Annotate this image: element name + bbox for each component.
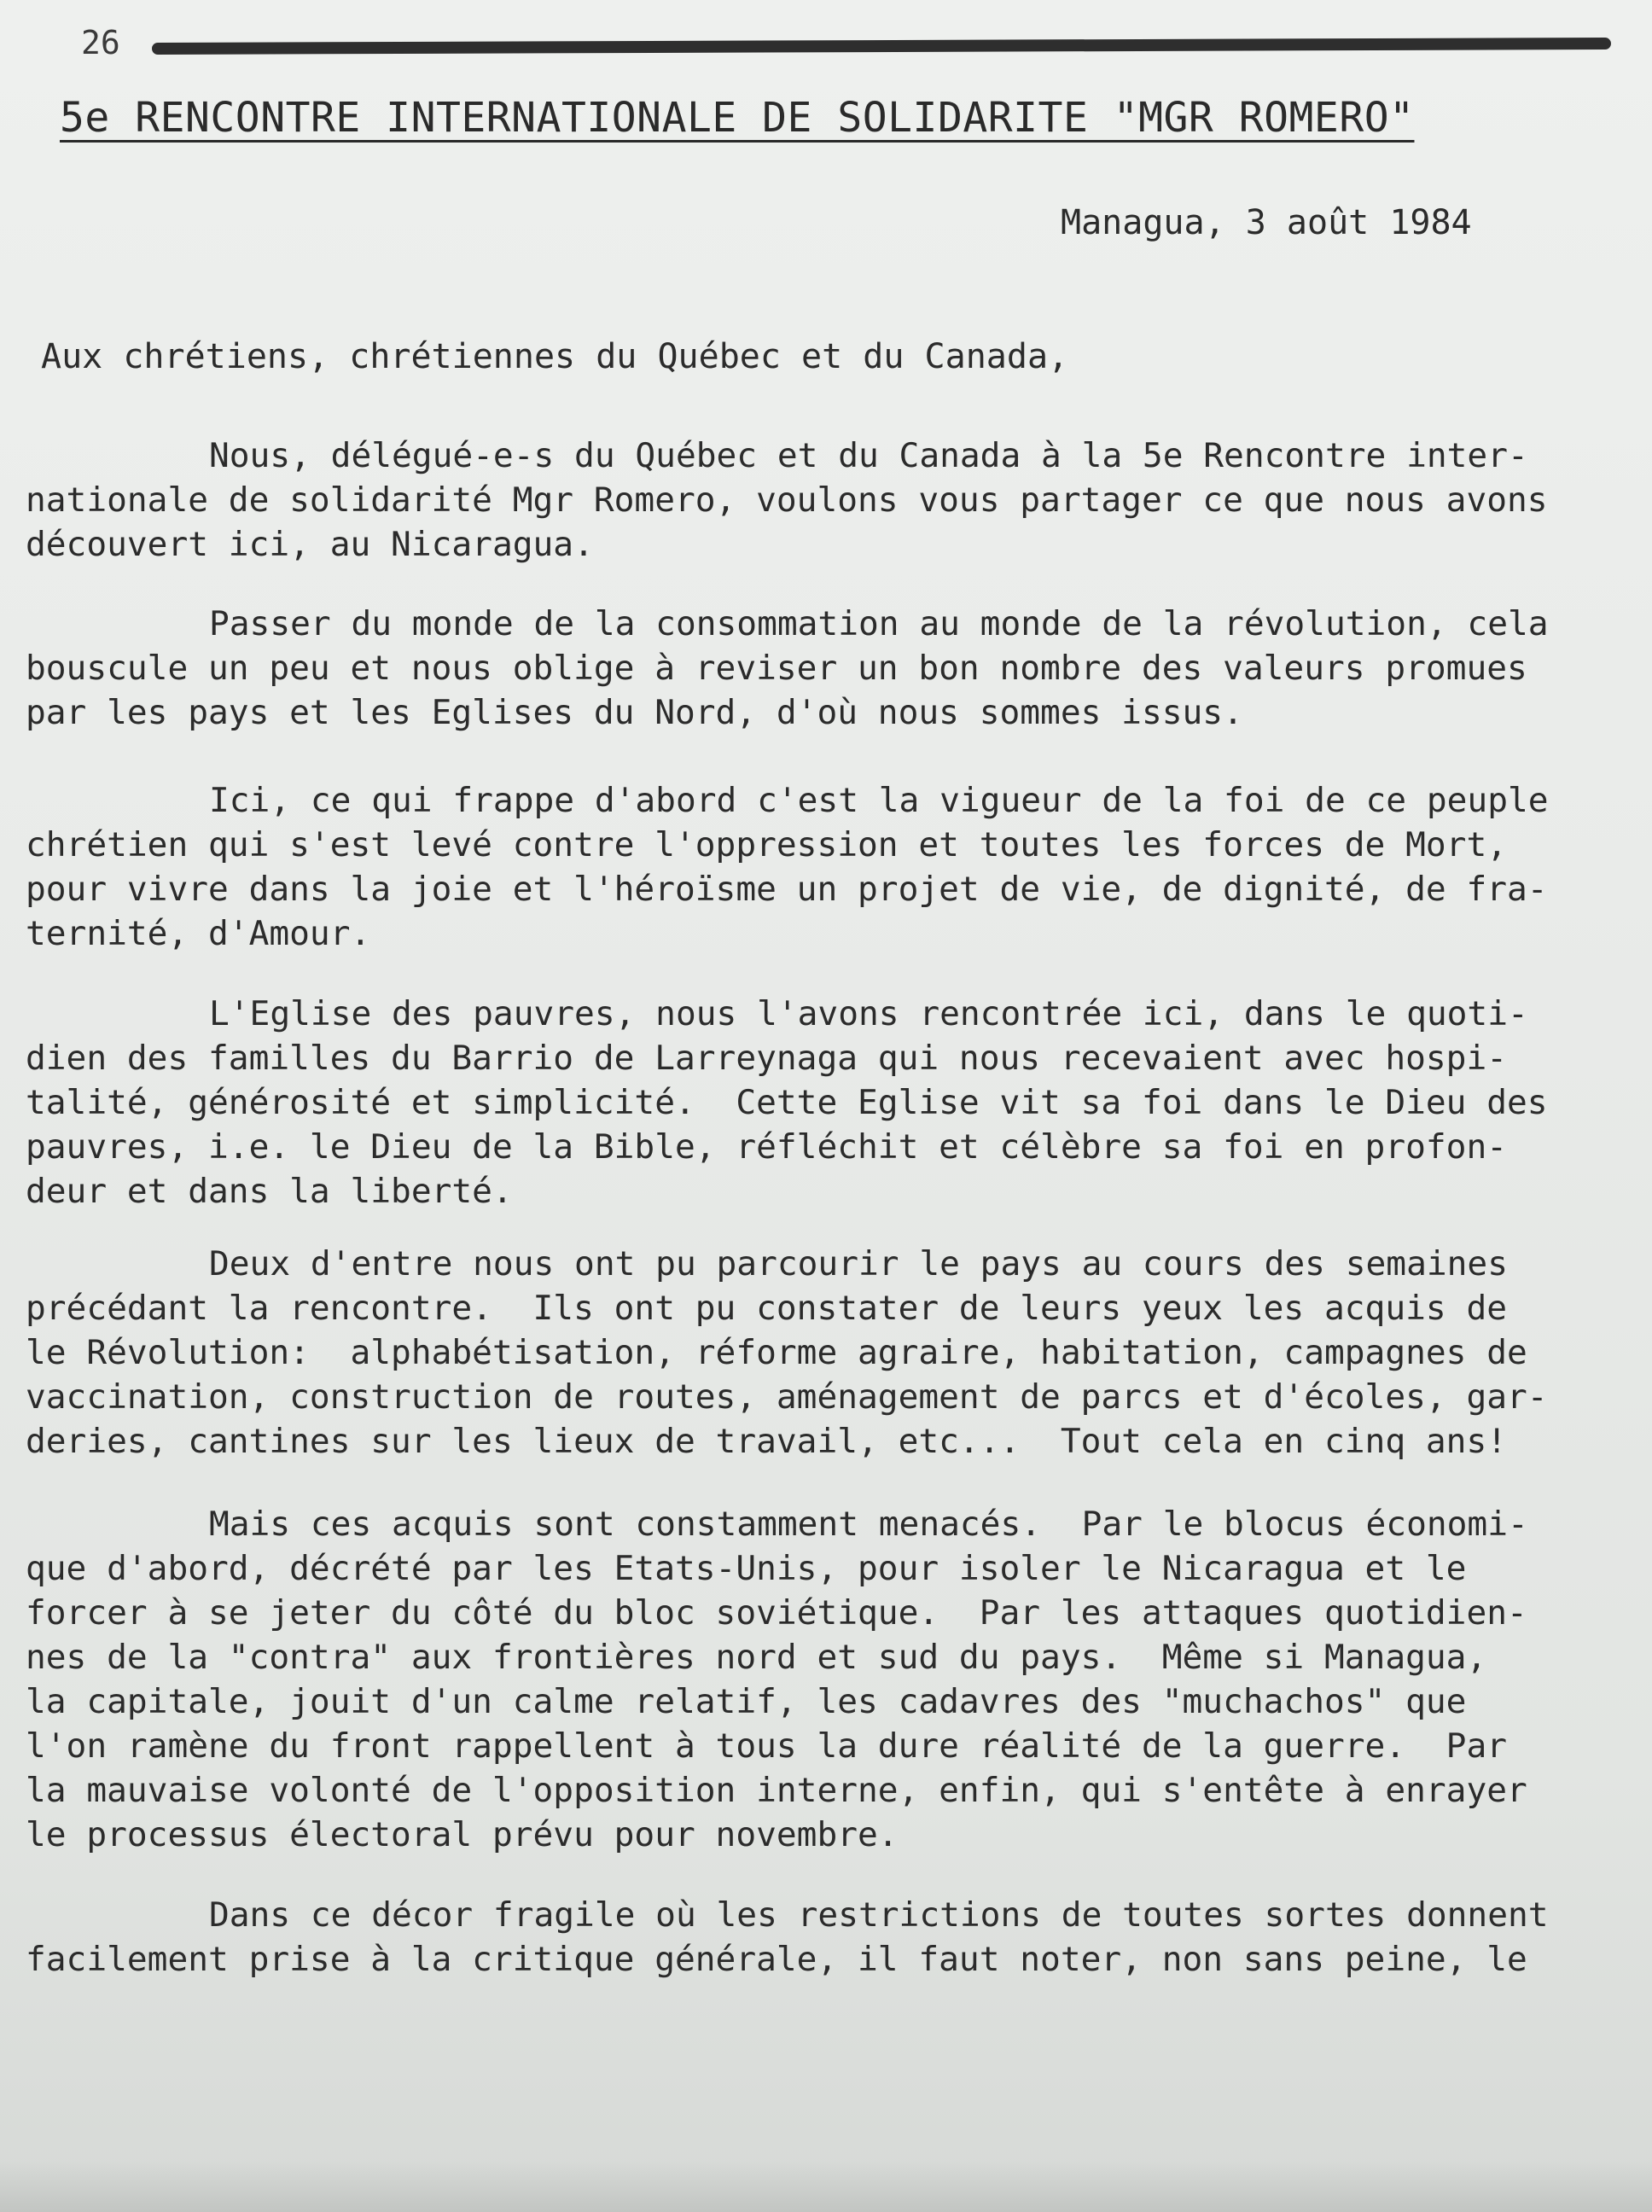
text-line: dien des familles du Barrio de Larreynaga qui nous recevaient avec hospi- [26,1039,1508,1078]
text-line: le Révolution: alphabétisation, réforme agraire, habitation, campagnes de [26,1333,1527,1372]
text-line: Mais ces acquis sont constamment menacés. Par le blocus économi- [209,1505,1528,1544]
text-line: Dans ce décor fragile où les restrictions de toutes sortes donnent [209,1895,1549,1935]
text-line: forcer à se jeter du côté du bloc soviétique. Par les attaques quotidien- [26,1593,1527,1633]
text-line: la mauvaise volonté de l'opposition interne, enfin, qui s'entête à enrayer [26,1771,1527,1810]
text-line: deries, cantines sur les lieux de travail, etc... Tout cela en cinq ans! [26,1422,1508,1461]
text-line: pauvres, i.e. le Dieu de la Bible, réfléchit et célèbre sa foi en profon- [26,1127,1508,1167]
paragraph-3 [26,778,1630,956]
text-line: deur et dans la liberté. [26,1172,513,1211]
paragraph-4 [26,992,1630,1214]
text-line: talité, générosité et simplicité. Cette Eglise vit sa foi dans le Dieu des [26,1083,1548,1122]
text-line: que d'abord, décrété par les Etats-Unis, pour isoler le Nicaragua et le [26,1549,1467,1588]
text-line: le processus électoral prévu pour novembre. [26,1815,899,1854]
text-line: la capitale, jouit d'un calme relatif, les cadavres des "muchachos" que [26,1682,1467,1721]
header-rule [152,38,1611,55]
text-line: chrétien qui s'est levé contre l'oppression et toutes les forces de Mort, [26,825,1508,864]
text-line: Passer du monde de la consommation au monde de la révolution, cela [209,604,1549,643]
text-line: nationale de solidarité Mgr Romero, voulons vous partager ce que nous avons [26,480,1548,520]
text-line: par les pays et les Eglises du Nord, d'où nous sommes issus. [26,693,1243,732]
text-line: l'on ramène du front rappellent à tous la dure réalité de la guerre. Par [26,1726,1508,1766]
dateline: Managua, 3 août 1984 [1061,203,1472,242]
text-line: bouscule un peu et nous oblige à reviser un bon nombre des valeurs promues [26,649,1527,688]
text-line: Deux d'entre nous ont pu parcourir le pays au cours des semaines [209,1244,1508,1284]
text-line: découvert ici, au Nicaragua. [26,525,594,564]
text-line: pour vivre dans la joie et l'héroïsme un projet de vie, de dignité, de fra- [26,870,1548,909]
paragraph-1 [26,434,1630,567]
text-line: précédant la rencontre. Ils ont pu constater de leurs yeux les acquis de [26,1289,1508,1328]
page-shadow [0,2161,1652,2212]
paragraph-6 [26,1502,1630,1857]
text-line: L'Eglise des pauvres, nous l'avons rencontrée ici, dans le quoti- [209,994,1528,1033]
text-line: Ici, ce qui frappe d'abord c'est la vigueur de la foi de ce peuple [209,781,1549,820]
document-title: 5e RENCONTRE INTERNATIONALE DE SOLIDARITE "MGR ROMERO" [60,94,1415,142]
paragraph-2 [26,602,1630,735]
text-line: Nous, délégué-e-s du Québec et du Canada à la 5e Rencontre inter- [209,436,1528,475]
page-number: 26 [81,24,120,61]
text-line: nes de la "contra" aux frontières nord et sud du pays. Même si Managua, [26,1638,1487,1677]
text-line: ternité, d'Amour. [26,914,371,953]
paragraph-5 [26,1242,1630,1464]
text-line: facilement prise à la critique générale, il faut noter, non sans peine, le [26,1940,1527,1979]
text-line: vaccination, construction de routes, aménagement de parcs et d'écoles, gar- [26,1377,1548,1417]
paragraph-7 [26,1893,1630,1982]
salutation: Aux chrétiens, chrétiennes du Québec et du Canada, [41,337,1069,376]
